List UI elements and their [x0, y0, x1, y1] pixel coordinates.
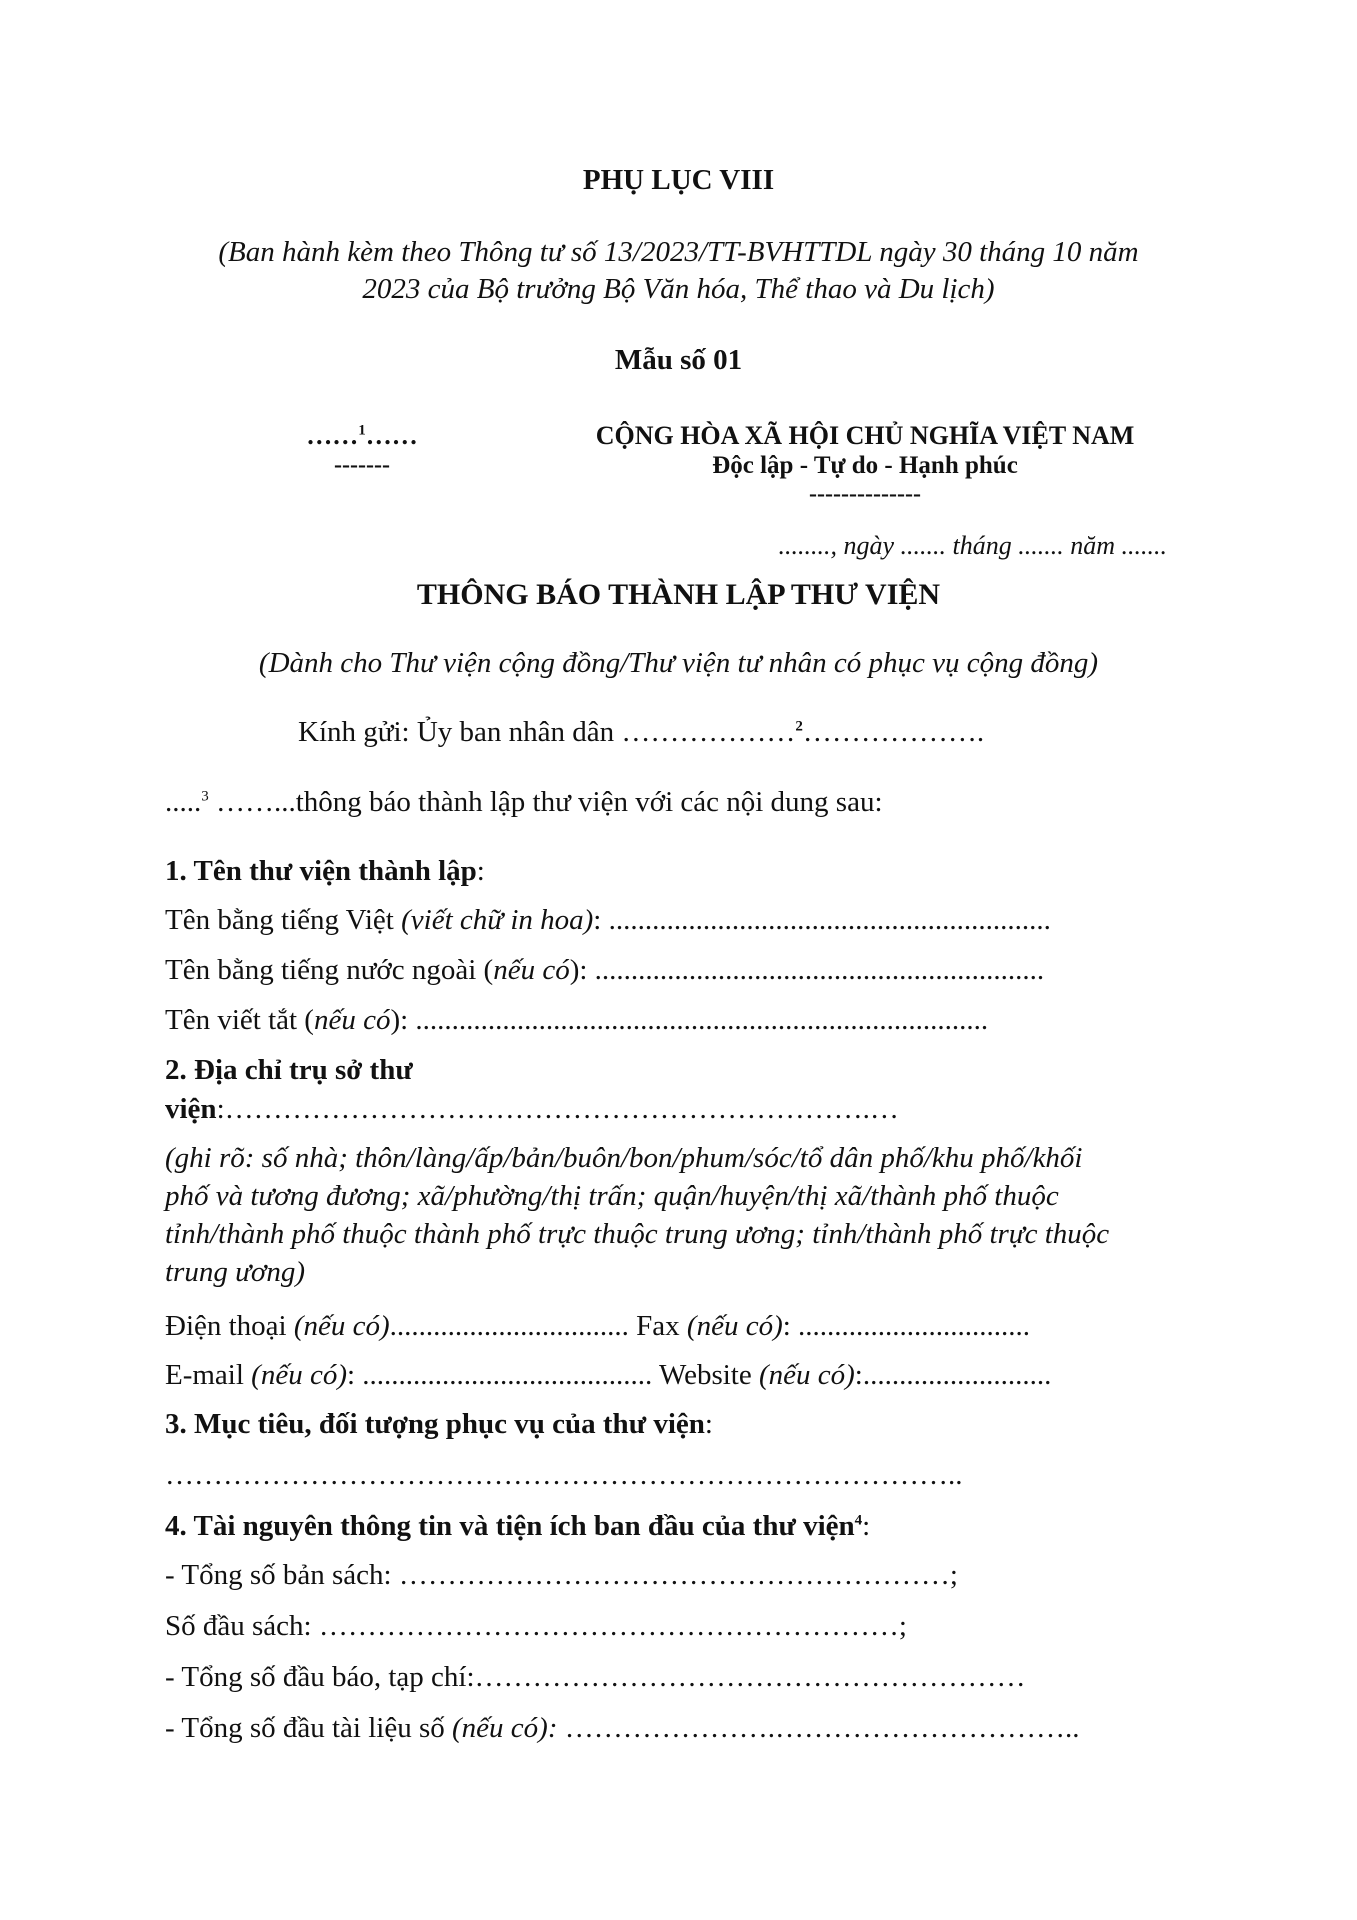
phone-dots: ................................. Fax — [389, 1310, 687, 1342]
digital-docs-field — [165, 1712, 1079, 1745]
digital-docs-note: (nếu có): — [452, 1712, 558, 1744]
agency-footnote-ref: 1 — [358, 422, 366, 439]
address-note-line4: trung ương) — [165, 1256, 306, 1288]
agency-dots-left: …… — [306, 421, 359, 450]
section4-footnote-ref: 4 — [854, 1512, 863, 1529]
abbreviation-field — [165, 1004, 988, 1037]
phone-fax-field — [165, 1310, 1030, 1343]
digital-docs-label: - Tổng số đầu tài liệu số — [165, 1712, 453, 1744]
recipient-suffix: ………………. — [802, 716, 985, 748]
foreign-name-note: nếu có — [493, 954, 570, 986]
fax-note: (nếu có) — [686, 1310, 783, 1342]
website-note: (nếu có) — [758, 1359, 855, 1391]
email-website-field — [165, 1359, 1051, 1392]
nation-motto: Độc lập - Tự do - Hạnh phúc — [712, 452, 1018, 479]
nation-title: CỘNG HÒA XÃ HỘI CHỦ NGHĨA VIỆT NAM — [595, 421, 1135, 450]
agency-name — [282, 421, 442, 451]
section1-heading-line — [165, 855, 485, 888]
books-total-field: - Tổng số bản sách: …………………………………………………; — [165, 1559, 958, 1591]
section3-colon: : — [704, 1408, 713, 1440]
email-note: (nếu có) — [251, 1359, 347, 1391]
section1-colon: : — [476, 855, 485, 887]
agency-rule: ------- — [334, 452, 390, 478]
foreign-name-field — [165, 954, 1044, 987]
intro-suffix: ……...thông báo thành lập thư viện với các nội dung sau: — [208, 786, 883, 818]
address-note-line3: tỉnh/thành phố thuộc thành phố trực thuộc trung ương; tỉnh/thành phố trực thuộc — [165, 1218, 1110, 1250]
agency-dots-right: …… — [365, 421, 418, 450]
website-dots: :.......................... — [854, 1359, 1052, 1391]
phone-note: (nếu có) — [293, 1310, 390, 1342]
section3-heading-line — [165, 1408, 713, 1441]
book-titles-field: Số đầu sách: ……………………………………………………; — [165, 1610, 907, 1642]
abbr-label: Tên viết tắt ( — [165, 1004, 314, 1036]
section3-dots: ……………………………………………………………………….. — [165, 1459, 963, 1491]
vn-name-dots: : ............................................................. — [593, 904, 1051, 936]
section2-heading-word: viện — [165, 1093, 217, 1125]
section1-heading: 1. Tên thư viện thành lập — [165, 855, 477, 887]
foreign-name-dots: ): .............................................................. — [569, 954, 1045, 986]
section4-colon: : — [862, 1510, 871, 1542]
intro-footnote-ref: 3 — [201, 788, 209, 805]
section2-heading-line1: 2. Địa chỉ trụ sở thư — [165, 1054, 413, 1086]
address-note-line2: phố và tương đương; xã/phường/thị trấn; quận/huyện/thị xã/thành phố thuộc — [165, 1180, 1059, 1212]
section4-heading-line — [165, 1510, 870, 1543]
document-subtitle: (Dành cho Thư viện cộng đồng/Thư viện tư nhân có phục vụ cộng đồng) — [258, 647, 1099, 679]
appendix-title: PHỤ LỤC VIII — [582, 164, 775, 196]
phone-label: Điện thoại — [165, 1310, 294, 1342]
issued-note-line1: (Ban hành kèm theo Thông tư số 13/2023/TT-BVHTTDL ngày 30 tháng 10 năm — [218, 236, 1139, 268]
issued-note-line2: 2023 của Bộ trưởng Bộ Văn hóa, Thể thao và Du lịch) — [362, 273, 995, 305]
recipient-line — [298, 716, 984, 749]
date-line: ........, ngày ....... tháng ....... năm ....... — [778, 531, 1167, 560]
abbr-note: nếu có — [313, 1004, 391, 1036]
address-dots: :………………………………………………………….… — [216, 1093, 899, 1125]
digital-docs-dots: ………………….………………………….. — [557, 1712, 1080, 1744]
vietnamese-name-field — [165, 904, 1051, 937]
foreign-name-label: Tên bằng tiếng nước ngoài ( — [165, 954, 494, 986]
fax-dots: : ................................ — [782, 1310, 1031, 1342]
form-number: Mẫu số 01 — [614, 344, 743, 376]
email-label: E-mail — [165, 1359, 252, 1391]
abbr-dots: ): ............................................................................... — [390, 1004, 989, 1036]
vn-name-note: (viết chữ in hoa) — [401, 904, 594, 936]
address-note-line1: (ghi rõ: số nhà; thôn/làng/ấp/bản/buôn/bon/phum/sóc/tổ dân phố/khu phố/khối — [165, 1142, 1083, 1174]
intro-line — [165, 786, 883, 819]
recipient-prefix: Kính gửi: Ủy ban nhân dân ……………… — [298, 716, 796, 748]
email-dots: : ........................................ Website — [346, 1359, 759, 1391]
section4-heading: 4. Tài nguyên thông tin và tiện ích ban đầu của thư viện — [165, 1510, 855, 1542]
section2-heading-line2 — [165, 1093, 899, 1126]
intro-prefix: ..... — [165, 786, 202, 818]
recipient-footnote-ref: 2 — [795, 718, 803, 735]
vn-name-label: Tên bằng tiếng Việt — [165, 904, 402, 936]
document-title: THÔNG BÁO THÀNH LẬP THƯ VIỆN — [416, 578, 941, 611]
nation-rule: -------------- — [809, 481, 921, 507]
periodicals-field: - Tổng số đầu báo, tạp chí:………………………………………………… — [165, 1661, 1026, 1693]
section3-heading: 3. Mục tiêu, đối tượng phục vụ của thư viện — [165, 1408, 705, 1440]
